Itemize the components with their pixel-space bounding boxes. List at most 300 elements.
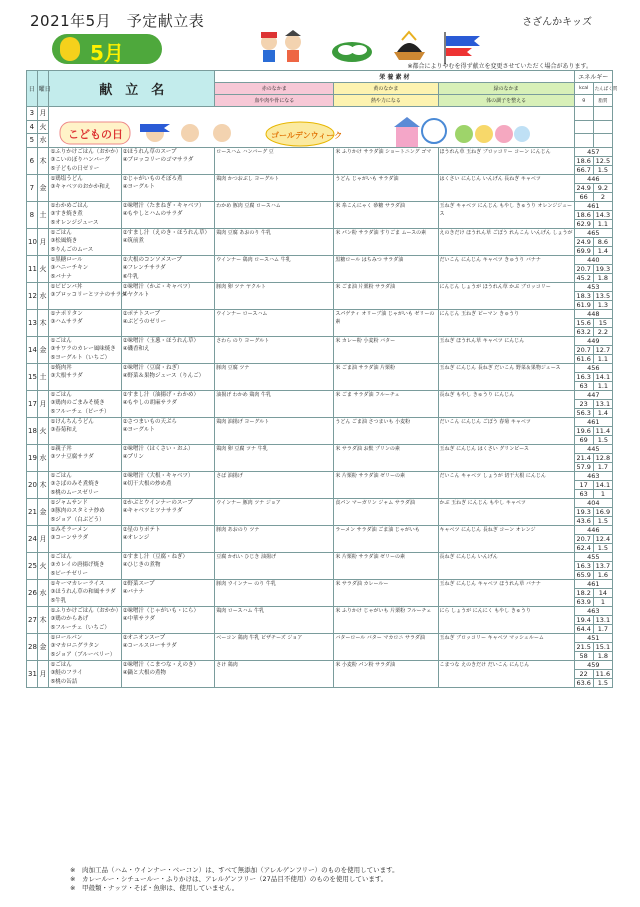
menu-item: ③マカロニグラタン bbox=[49, 642, 121, 651]
green-ingredients: だいこん キャベツ しょうが 切干大根 にんじん bbox=[438, 471, 574, 498]
kodomo-no-hi-banner bbox=[60, 118, 240, 148]
menu-item bbox=[121, 570, 215, 579]
menu-item bbox=[49, 192, 121, 201]
energy-value: 461 bbox=[574, 417, 612, 426]
date-weekday-header: 曜日 bbox=[37, 71, 49, 107]
menu-item: ②味噌汁（じゃがいも・にら） bbox=[121, 606, 215, 615]
fat-value: 19.3 bbox=[593, 264, 612, 273]
menu-item: ①ふりかけごはん（おかか） bbox=[50, 148, 122, 155]
menu-item: ④コールスローサラダ bbox=[121, 642, 215, 651]
carb-value: 43.6 bbox=[574, 516, 593, 525]
menu-item: ③すき焼き煮 bbox=[49, 210, 121, 219]
carb-value: 63 bbox=[574, 381, 593, 390]
yellow-ingredients: 米 ごま油 サラダ油 片栗粉 bbox=[334, 363, 438, 390]
footer-note: ※ 肉加工品（ハム・ウインナー・ベーコン）は、すべて無添加（アレルゲンフリー）のものを使用しています。 bbox=[70, 866, 399, 874]
menu-item: ⑤ジョア（白ぶどう） bbox=[49, 516, 121, 525]
fat-value: 12.5 bbox=[593, 156, 612, 165]
carb-value: 69 bbox=[574, 435, 593, 444]
table-row bbox=[27, 228, 613, 237]
red-ingredients: 豆腐 かれい ひじき 油揚げ bbox=[215, 552, 334, 579]
green-ingredients: だいこん にんじん ごぼう 春菊 キャベツ bbox=[438, 417, 574, 444]
fat-value: 14.1 bbox=[593, 480, 612, 489]
menu-item: ④切干大根の炒め煮 bbox=[121, 480, 215, 489]
energy-value: 449 bbox=[574, 336, 612, 345]
menu-item: ①けんちんうどん bbox=[49, 417, 121, 426]
menu-item: ⑤子どもの日ゼリー bbox=[49, 165, 121, 174]
protein-value: 16.3 bbox=[574, 372, 593, 381]
day-cell: 25 bbox=[27, 552, 38, 579]
table-row bbox=[27, 579, 613, 588]
protein-header: たんぱく質 bbox=[593, 83, 612, 95]
protein-value: 18.3 bbox=[574, 291, 593, 300]
fat-value: 8.6 bbox=[593, 237, 612, 246]
menu-item: ⑤桃の缶詰 bbox=[49, 678, 121, 687]
yellow-ingredients: 米 パン粉 サラダ油 すりごま ムースの素 bbox=[334, 228, 438, 255]
menu-item: ④ヤクルト bbox=[121, 291, 215, 300]
fat-value: 14 bbox=[593, 588, 612, 597]
salt-value: 1.7 bbox=[593, 624, 612, 633]
day-cell: 8 bbox=[27, 201, 38, 228]
weekday-cell: 金 bbox=[37, 174, 49, 201]
energy-value: 465 bbox=[574, 228, 612, 237]
menu-item: ②じゃがいものそぼろ煮 bbox=[121, 174, 215, 183]
day-cell: 24 bbox=[27, 525, 38, 552]
day-cell: 6 bbox=[27, 147, 38, 174]
day-cell: 11 bbox=[27, 255, 38, 282]
red-ingredients: わかめ 豚肉 豆腐 ロースハム bbox=[215, 201, 334, 228]
menu-item bbox=[121, 516, 215, 525]
salt-value: 2.2 bbox=[593, 327, 612, 336]
menu-item bbox=[121, 624, 215, 633]
unit-g: g bbox=[574, 95, 593, 107]
green-ingredients: 玉ねぎ キャベツ にんじん もやし きゅうり オレンジジュース bbox=[438, 201, 574, 228]
table-row bbox=[27, 660, 613, 669]
menu-item bbox=[121, 165, 215, 174]
fat-value: 14.1 bbox=[593, 372, 612, 381]
menu-rows bbox=[27, 147, 613, 687]
table-row bbox=[27, 444, 613, 453]
menu-item: ③ほうれん草の和風サラダ bbox=[49, 588, 121, 597]
menu-item bbox=[121, 435, 215, 444]
kodomo-no-hi-text: こどもの日 bbox=[68, 128, 123, 141]
red-ingredients: ベーコン 鶏肉 牛乳 ピザチーズ ジョア bbox=[215, 633, 334, 660]
yellow-ingredients: 米 サラダ油 お麩 プリンの素 bbox=[334, 444, 438, 471]
salt-value: 1.5 bbox=[593, 516, 612, 525]
red-ingredients: 油揚げ わかめ 鶏肉 牛乳 bbox=[215, 390, 334, 417]
day-cell: 27 bbox=[27, 606, 38, 633]
weekday-cell: 金 bbox=[37, 336, 49, 363]
red-ingredients: さけ 鶏肉 bbox=[215, 660, 334, 687]
menu-item bbox=[121, 408, 215, 417]
weekday-cell: 火 bbox=[37, 417, 49, 444]
day-cell: 18 bbox=[27, 417, 38, 444]
menu-item bbox=[49, 300, 121, 309]
day-cell: 28 bbox=[27, 633, 38, 660]
day-cell: 3 bbox=[27, 107, 38, 121]
menu-item: ③こいのぼりハンバーグ bbox=[49, 156, 121, 165]
menu-table bbox=[26, 70, 618, 688]
menu-item: ⑤桃のムースゼリー bbox=[49, 489, 121, 498]
yellow-ingredients: 米 片栗粉 サラダ油 ゼリーの素 bbox=[334, 552, 438, 579]
protein-cell bbox=[593, 120, 612, 134]
red-ingredients: ロースハム ハンバーグ 豆 bbox=[215, 147, 334, 174]
carb-value: 62.4 bbox=[574, 543, 593, 552]
carb-value: 62.9 bbox=[574, 219, 593, 228]
day-cell: 21 bbox=[27, 498, 38, 525]
fat-value: 11.4 bbox=[593, 426, 612, 435]
menu-item bbox=[121, 354, 215, 363]
day-cell: 15 bbox=[27, 363, 38, 390]
menu-item: ③サワラのカレー風味焼き bbox=[49, 345, 121, 354]
menu-item bbox=[49, 543, 121, 552]
fat-value: 12.8 bbox=[593, 453, 612, 462]
red-ingredients: 鶏肉 油揚げ ヨーグルト bbox=[215, 417, 334, 444]
menu-item bbox=[121, 219, 215, 228]
salt-value: 1.1 bbox=[593, 381, 612, 390]
yellow-group-desc: 熱や力になる bbox=[334, 95, 438, 107]
green-ingredients: 玉ねぎ にんじん はくさい グリンピース bbox=[438, 444, 574, 471]
menu-item: ②オニオンスープ bbox=[121, 633, 215, 642]
energy-value: 440 bbox=[574, 255, 612, 264]
table-row bbox=[27, 336, 613, 345]
menu-item: ④ヨーグルト bbox=[121, 426, 215, 435]
carb-value: 63 bbox=[574, 489, 593, 498]
menu-item: ①焼肉丼 bbox=[49, 363, 121, 372]
menu-item: ②すまし汁（豆腐・ねぎ） bbox=[121, 552, 215, 561]
menu-item: ④ひじきの煮物 bbox=[121, 561, 215, 570]
fat-value: 14.3 bbox=[593, 210, 612, 219]
weekday-cell: 金 bbox=[37, 633, 49, 660]
menu-item bbox=[49, 381, 121, 390]
green-ingredients: だいこん にんじん キャベツ きゅうり バナナ bbox=[438, 255, 574, 282]
table-row bbox=[27, 525, 613, 534]
green-ingredients: 玉ねぎ にんじん キャベツ ほうれん草 バナナ bbox=[438, 579, 574, 606]
menu-item bbox=[121, 651, 215, 660]
school-name: さざんかキッズ bbox=[522, 17, 592, 28]
day-cell: 10 bbox=[27, 228, 38, 255]
energy-value: 455 bbox=[574, 552, 612, 561]
salt-value: 1.5 bbox=[593, 165, 612, 174]
menu-item bbox=[121, 300, 215, 309]
menu-item: ③鶏のからあげ bbox=[49, 615, 121, 624]
salt-value: 1 bbox=[593, 597, 612, 606]
menu-item: ①ロールパン bbox=[49, 633, 121, 642]
menu-item: ④ぶどうのゼリー bbox=[121, 318, 215, 327]
yellow-ingredients: 米 ごま油 片栗粉 サラダ油 bbox=[334, 282, 438, 309]
protein-value: 23 bbox=[574, 399, 593, 408]
carb-value: 66 bbox=[574, 192, 593, 201]
yellow-ingredients: 米 糸こんにゃく 砂糖 サラダ油 bbox=[334, 201, 438, 228]
weekday-cell: 土 bbox=[37, 201, 49, 228]
footer-note: ※ 甲殻類・ナッツ・そば・魚卵は、使用していません。 bbox=[70, 884, 239, 892]
energy-value: 451 bbox=[574, 633, 612, 642]
energy-value: 446 bbox=[574, 525, 612, 534]
menu-item: ②かぶとウインナーのスープ bbox=[121, 498, 215, 507]
menu-item: ④ブロッコリーのゴマサラダ bbox=[121, 156, 215, 165]
menu-item: ②すまし汁（えのき・ほうれん草） bbox=[121, 228, 215, 237]
day-cell: 12 bbox=[27, 282, 38, 309]
carb-value: 66.7 bbox=[574, 165, 593, 174]
menu-item: ⑤ジョア（ブルーベリー） bbox=[49, 651, 121, 660]
kabuto-helmet-icon bbox=[392, 32, 427, 64]
weekday-cell: 月 bbox=[37, 525, 49, 552]
menu-item: ②ポテトスープ bbox=[121, 309, 215, 318]
carb-value: 63.9 bbox=[574, 597, 593, 606]
weekday-cell: 水 bbox=[37, 134, 49, 148]
day-cell: 7 bbox=[27, 174, 38, 201]
menu-item: ②星のりポテト bbox=[121, 525, 215, 534]
yellow-group-title: 黄のなかま bbox=[334, 83, 438, 95]
table-row bbox=[27, 633, 613, 642]
menu-item: ①ごはん bbox=[49, 471, 121, 480]
menu-item bbox=[121, 192, 215, 201]
menu-item: ③さばのみそ煮焼き bbox=[49, 480, 121, 489]
menu-item: ②大根のコンソメスープ bbox=[121, 255, 215, 264]
menu-item: ③ハニーチキン bbox=[49, 264, 121, 273]
menu-item: ③コーンサラダ bbox=[49, 534, 121, 543]
salt-value: 1.5 bbox=[593, 435, 612, 444]
weekday-cell: 月 bbox=[37, 660, 49, 687]
fat-value: 12.7 bbox=[593, 345, 612, 354]
protein-value: 19.4 bbox=[574, 615, 593, 624]
menu-item: ②野菜スープ bbox=[121, 579, 215, 588]
energy-cell bbox=[574, 134, 593, 148]
salt-value: 1.4 bbox=[593, 246, 612, 255]
menu-item: ⑤ピーチゼリー bbox=[49, 570, 121, 579]
weekday-cell: 火 bbox=[37, 120, 49, 134]
table-row bbox=[27, 174, 613, 183]
fat-value: 13.1 bbox=[593, 399, 612, 408]
menu-item: ①キーマカレーライス bbox=[49, 579, 121, 588]
menu-item: ④バナナ bbox=[121, 588, 215, 597]
day-cell: 14 bbox=[27, 336, 38, 363]
protein-value: 18.6 bbox=[574, 156, 593, 165]
change-notice: ※都合によりやむを得ず献立を変更させていただく場合があります。 bbox=[407, 63, 592, 70]
red-ingredients: ウインナー 豚肉 ツナ ジョア bbox=[215, 498, 334, 525]
energy-unit: kcal bbox=[574, 83, 593, 95]
menu-item: ①ナポリタン bbox=[49, 309, 121, 318]
red-ingredients: 鶏肉 かつおぶし ヨーグルト bbox=[215, 174, 334, 201]
fat-value: 11.6 bbox=[593, 669, 612, 678]
menu-item: ③松風焼き bbox=[49, 237, 121, 246]
menu-item: ①ふりかけごはん（おかか） bbox=[50, 607, 122, 614]
day-cell: 5 bbox=[27, 134, 38, 148]
menu-item bbox=[121, 462, 215, 471]
kashiwa-mochi-icon bbox=[330, 34, 375, 64]
fat-value: 13.7 bbox=[593, 561, 612, 570]
salt-value: 1.7 bbox=[593, 462, 612, 471]
salt-value: 1.1 bbox=[593, 354, 612, 363]
menu-item: ④プリン bbox=[121, 453, 215, 462]
fat-value: 16.9 bbox=[593, 507, 612, 516]
animals-icon bbox=[452, 122, 532, 146]
weekday-cell: 木 bbox=[37, 606, 49, 633]
green-ingredients: 玉ねぎ にんじん 長ねぎ だいこん 野菜＆果物ジュース bbox=[438, 363, 574, 390]
energy-value: 447 bbox=[574, 390, 612, 399]
salt-value: 1.1 bbox=[593, 219, 612, 228]
menu-item: ①ごはん bbox=[49, 228, 121, 237]
menu-item: ④磯香和え bbox=[121, 345, 215, 354]
salt-value: 1.3 bbox=[593, 300, 612, 309]
footer-notes bbox=[70, 866, 399, 893]
carb-value: 64.4 bbox=[574, 624, 593, 633]
red-ingredients: 豚肉 ウインナー のり 牛乳 bbox=[215, 579, 334, 606]
yellow-ingredients: うどん じゃがいも サラダ油 bbox=[334, 174, 438, 201]
menu-item: ①ごはん bbox=[49, 390, 121, 399]
red-ingredients: 鶏肉 豆腐 あおのり 牛乳 bbox=[215, 228, 334, 255]
menu-item: ②味噌汁（たまねぎ・キャベツ） bbox=[121, 201, 215, 210]
menu-item: ③春菊和え bbox=[49, 426, 121, 435]
energy-value: 453 bbox=[574, 282, 612, 291]
fat-value: 15.1 bbox=[593, 642, 612, 651]
carb-value: 63.6 bbox=[574, 678, 593, 687]
protein-value: 21.4 bbox=[574, 453, 593, 462]
menu-item: ①ごはん bbox=[49, 552, 121, 561]
table-row bbox=[27, 363, 613, 372]
menu-item: ④野菜＆果物ジュース（りんご） bbox=[121, 372, 215, 381]
menu-item: ②ほうれん草のスープ bbox=[121, 147, 215, 156]
page-title: 2021年5月 予定献立表 bbox=[30, 12, 205, 30]
menu-item: ⑤フルーチェ（いちご） bbox=[49, 624, 121, 633]
menu-item: ①鶏塩うどん bbox=[49, 174, 121, 183]
table-row bbox=[27, 606, 613, 615]
carb-value: 65.9 bbox=[574, 570, 593, 579]
menu-item: ①わかめごはん bbox=[49, 201, 121, 210]
yellow-ingredients: 米 ふりかけ サラダ油 ショートニング ゴマ bbox=[334, 147, 438, 174]
weekday-cell: 火 bbox=[37, 552, 49, 579]
yellow-ingredients: うどん ごま油 さつまいも 小麦粉 bbox=[334, 417, 438, 444]
menu-name-header: 献 立 名 bbox=[49, 71, 215, 107]
yellow-ingredients: 米 カレー粉 小麦粉 バター bbox=[334, 336, 438, 363]
yellow-ingredients: 米 片栗粉 サラダ油 ゼリーの素 bbox=[334, 471, 438, 498]
menu-item: ②すまし汁（油揚げ・わかめ） bbox=[121, 390, 215, 399]
menu-item: ⑤バナナ bbox=[49, 273, 121, 282]
yellow-ingredients: 米 サラダ油 カレールー bbox=[334, 579, 438, 606]
protein-value: 18.2 bbox=[574, 588, 593, 597]
menu-item: ④フレンチサラダ bbox=[121, 264, 215, 273]
protein-value: 19.3 bbox=[574, 507, 593, 516]
menu-item bbox=[121, 327, 215, 336]
red-ingredients: 豚肉 豆腐 ツナ bbox=[215, 363, 334, 390]
carb-value: 61.9 bbox=[574, 300, 593, 309]
menu-item bbox=[121, 597, 215, 606]
menu-item bbox=[49, 462, 121, 471]
energy-value: 448 bbox=[574, 309, 612, 318]
menu-item bbox=[121, 489, 215, 498]
protein-cell bbox=[593, 107, 612, 121]
carb-value: 56.3 bbox=[574, 408, 593, 417]
weekday-cell: 木 bbox=[37, 309, 49, 336]
red-ingredients: 鶏肉 ロースハム 牛乳 bbox=[215, 606, 334, 633]
protein-value: 24.9 bbox=[574, 183, 593, 192]
table-row bbox=[27, 147, 613, 156]
green-ingredients: にんじん しょうが ほうれん草 かぶ ブロッコリー bbox=[438, 282, 574, 309]
carb-value: 63.2 bbox=[574, 327, 593, 336]
table-row bbox=[27, 390, 613, 399]
menu-item bbox=[49, 435, 121, 444]
menu-item: ⑤フルーチェ（ピーチ） bbox=[49, 408, 121, 417]
salt-value: 1.8 bbox=[593, 651, 612, 660]
menu-item: ③ハムサラダ bbox=[49, 318, 121, 327]
menu-item: ①みそラーメン bbox=[49, 525, 121, 534]
salt-value: 1.5 bbox=[593, 678, 612, 687]
menu-item: ⑤ヨーグルト（いちご） bbox=[49, 354, 121, 363]
energy-value: 461 bbox=[574, 579, 612, 588]
yellow-ingredients: ラーメン サラダ油 ごま油 じゃがいも bbox=[334, 525, 438, 552]
salt-value: 1.5 bbox=[593, 543, 612, 552]
green-ingredients: かぶ 玉ねぎ にんじん もやし キャベツ bbox=[438, 498, 574, 525]
yellow-ingredients: 米 小麦粉 パン粉 サラダ油 bbox=[334, 660, 438, 687]
table-row bbox=[27, 309, 613, 318]
red-ingredients: さば 油揚げ bbox=[215, 471, 334, 498]
red-group-desc: 血や肉や骨になる bbox=[215, 95, 334, 107]
red-ingredients: さわら のり ヨーグルト bbox=[215, 336, 334, 363]
menu-item bbox=[121, 246, 215, 255]
salt-value: 1.8 bbox=[593, 273, 612, 282]
protein-value: 18.6 bbox=[574, 210, 593, 219]
month-label: 5月 bbox=[90, 41, 124, 65]
red-group-title: 赤のなかま bbox=[215, 83, 334, 95]
energy-value: 463 bbox=[574, 471, 612, 480]
menu-item: ②さつまいもの天ぷら bbox=[121, 417, 215, 426]
energy-value: 461 bbox=[574, 201, 612, 210]
green-ingredients: にんじん 玉ねぎ ピーマン きゅうり bbox=[438, 309, 574, 336]
weekday-cell: 月 bbox=[37, 107, 49, 121]
menu-item: ③鮭のフライ bbox=[49, 669, 121, 678]
day-cell: 4 bbox=[27, 120, 38, 134]
fat-value: 12.4 bbox=[593, 534, 612, 543]
day-cell: 13 bbox=[27, 309, 38, 336]
menu-item: ⑤りんごのムース bbox=[49, 246, 121, 255]
golden-week-banner bbox=[265, 120, 365, 148]
menu-item: ③カレイの唐揚げ焼き bbox=[49, 561, 121, 570]
menu-item: ⑥牛乳 bbox=[121, 273, 215, 282]
weekday-cell: 火 bbox=[37, 255, 49, 282]
table-row bbox=[27, 201, 613, 210]
month-badge bbox=[52, 34, 162, 64]
green-ingredients: 長ねぎ もやし きゅうり にんじん bbox=[438, 390, 574, 417]
menu-item: ②味噌汁（豆腐・ねぎ） bbox=[121, 363, 215, 372]
yellow-ingredients: 黒糖ロール はちみつ サラダ油 bbox=[334, 255, 438, 282]
energy-value: 457 bbox=[574, 147, 612, 156]
red-ingredients: 鶏肉 卵 豆腐 ツナ 牛乳 bbox=[215, 444, 334, 471]
energy-value: 459 bbox=[574, 660, 612, 669]
menu-item: ②味噌汁（かぶ・キャベツ） bbox=[121, 282, 215, 291]
carb-value: 69.9 bbox=[574, 246, 593, 255]
menu-item: ①ごはん bbox=[49, 660, 121, 669]
table-row bbox=[27, 552, 613, 561]
menu-item: ④ヨーグルト bbox=[121, 183, 215, 192]
golden-week-text: ゴールデンウィーク bbox=[271, 131, 343, 140]
day-cell: 31 bbox=[27, 660, 38, 687]
carb-value: 58 bbox=[574, 651, 593, 660]
menu-item: ③ブロッコリーとツナのサラダ bbox=[50, 292, 127, 299]
protein-value: 24.9 bbox=[574, 237, 593, 246]
menu-item: ④中華サラダ bbox=[121, 615, 215, 624]
menu-item: ②味噌汁（はくさい・おふ） bbox=[121, 444, 215, 453]
green-ingredients: こまつな えのきだけ だいこん にんじん bbox=[438, 660, 574, 687]
salt-value: 2 bbox=[593, 192, 612, 201]
menu-item: ⑤牛乳 bbox=[49, 597, 121, 606]
protein-value: 21.5 bbox=[574, 642, 593, 651]
menu-item: ④もやしとハムのサラダ bbox=[121, 210, 215, 219]
table-row bbox=[27, 417, 613, 426]
protein-cell bbox=[593, 134, 612, 148]
protein-value: 16.3 bbox=[574, 561, 593, 570]
menu-item: ④筑前煮 bbox=[121, 237, 215, 246]
carb-value: 57.9 bbox=[574, 462, 593, 471]
menu-item: ⑤オレンジジュース bbox=[49, 219, 121, 228]
